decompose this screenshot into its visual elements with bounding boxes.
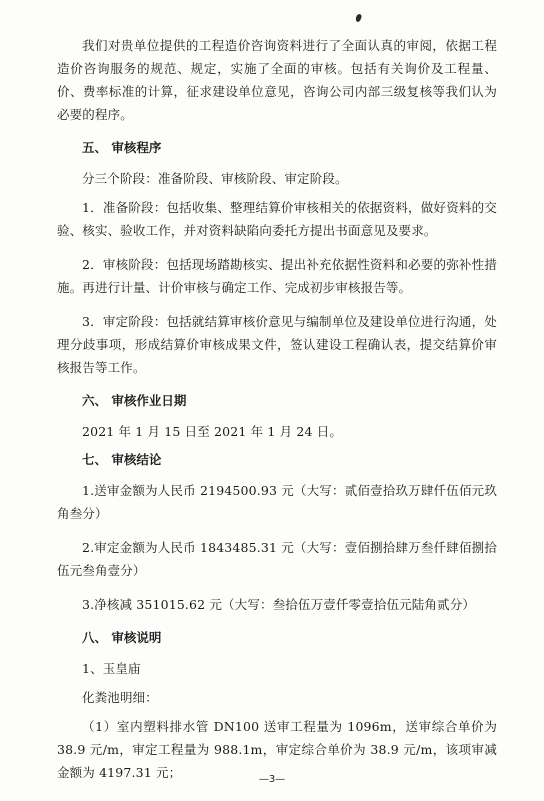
- section-8-sub-1: 1、玉皇庙: [82, 661, 141, 676]
- section-8-item-1: （1）室内塑料排水管 DN100 送审工程量为 1096m，送审综合单价为 38.9 元/m，审定工程量为 988.1m，审定综合单价为 38.9 元/m，该项审减金额为 4197.31 元；: [57, 719, 497, 780]
- section-7-item-3: 3.净核减 351015.62 元（大写：叁拾伍万壹仟零壹拾伍元陆角贰分）: [82, 597, 476, 612]
- section-7-item-2: 2.审定金额为人民币 1843485.31 元（大写：壹佰捌拾肆万叁仟肆佰捌拾伍元叁角壹分）: [57, 540, 497, 578]
- section-5-item-2: 2．审核阶段：包括现场踏勘核实、提出补充依据性资料和必要的弥补性措施。再进行计量、计价审核与确定工作、完成初步审核报告等。: [57, 257, 497, 295]
- section-5-item-1: 1．准备阶段：包括收集、整理结算价审核相关的依据资料，做好资料的交验、核实、验收工作，并对资料缺陷向委托方提出书面意见及要求。: [57, 200, 497, 238]
- section-6-heading: 六、 审核作业日期: [82, 393, 187, 408]
- section-8-heading: 八、 审核说明: [82, 630, 162, 645]
- section-5-summary: 分三个阶段：准备阶段、审核阶段、审定阶段。: [82, 171, 348, 186]
- section-7-item-1: 1.送审金额为人民币 2194500.93 元（大写：贰佰壹拾玖万肆仟伍佰元玖角叁分）: [57, 483, 497, 521]
- page-content: [57, 34, 497, 795]
- section-7-heading: 七、 审核结论: [82, 452, 162, 467]
- ink-mark: [355, 13, 362, 22]
- page-number: —3—: [258, 774, 286, 785]
- intro-paragraph: 我们对贵单位提供的工程造价咨询资料进行了全面认真的审阅，依据工程造价咨询服务的规范、规定，实施了全面的审核。包括有关询价及工程量、价、费率标准的计算，征求建设单位意见，咨询公司内部三级复核等我们认为必要的程序。: [57, 38, 497, 122]
- section-5-heading: 五、 审核程序: [82, 140, 162, 155]
- section-8-sub-2: 化粪池明细：: [82, 690, 158, 705]
- section-6-text: 2021 年 1 月 15 日至 2021 年 1 月 24 日。: [82, 424, 342, 439]
- section-5-item-3: 3．审定阶段：包括就结算审核价意见与编制单位及建设单位进行沟通，处理分歧事项，形成结算价审核成果文件，签认建设工程确认表，提交结算价审核报告等工作。: [57, 314, 497, 375]
